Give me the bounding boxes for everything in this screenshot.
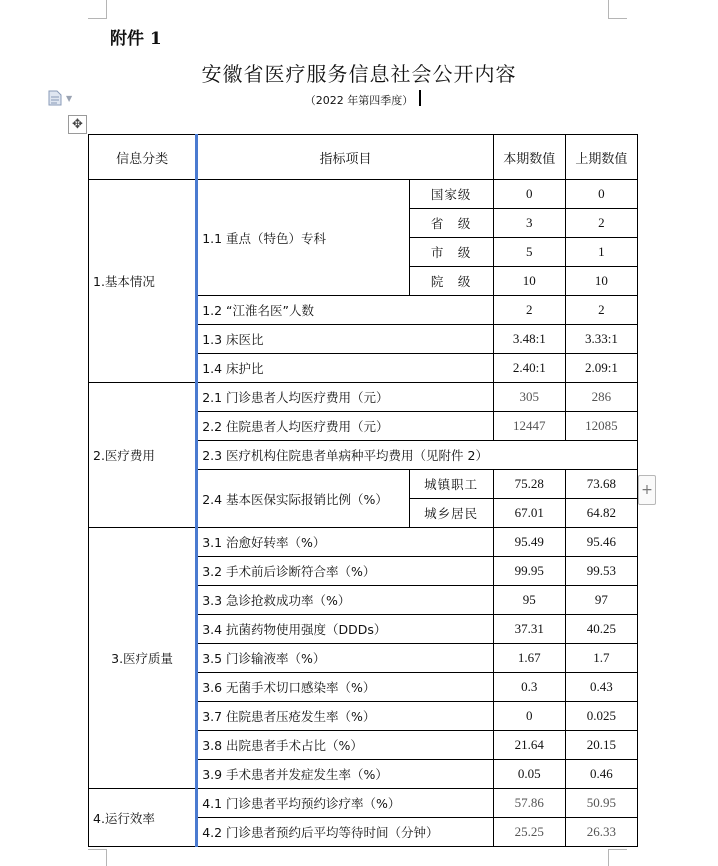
current-value: 0 (493, 702, 565, 731)
current-value: 5 (493, 238, 565, 267)
crop-mark-top-left (88, 0, 107, 19)
sub-label: 院 级 (409, 267, 493, 296)
current-value: 57.86 (493, 789, 565, 818)
current-value: 2 (493, 296, 565, 325)
indicator-label: 3.1 治愈好转率（%） (197, 528, 494, 557)
sub-label: 国家级 (409, 180, 493, 209)
previous-value: 2 (565, 296, 637, 325)
indicator-label: 1.4 床护比 (197, 354, 494, 383)
previous-value: 20.15 (565, 731, 637, 760)
sub-label: 市 级 (409, 238, 493, 267)
previous-value: 26.33 (565, 818, 637, 847)
text-cursor (419, 90, 421, 106)
current-value: 10 (493, 267, 565, 296)
category-basic: 1.基本情况 (89, 180, 197, 383)
crop-mark-bottom-left (88, 849, 107, 866)
category-cost: 2.医疗费用 (89, 383, 197, 528)
current-value: 0 (493, 180, 565, 209)
indicator-label: 4.2 门诊患者预约后平均等待时间（分钟） (197, 818, 494, 847)
current-value: 0.3 (493, 673, 565, 702)
indicator-label: 3.2 手术前后诊断符合率（%） (197, 557, 494, 586)
previous-value: 1 (565, 238, 637, 267)
paragraph-options-icon[interactable] (48, 90, 62, 106)
current-value: 305 (493, 383, 565, 412)
indicator-label: 2.3 医疗机构住院患者单病种平均费用（见附件 2） (197, 441, 638, 470)
table-row (89, 180, 638, 209)
current-value: 1.67 (493, 644, 565, 673)
sub-label: 城乡居民 (409, 499, 493, 528)
previous-value: 0 (565, 180, 637, 209)
indicator-label: 4.1 门诊患者平均预约诊疗率（%） (197, 789, 494, 818)
previous-value: 50.95 (565, 789, 637, 818)
table-row (89, 789, 638, 818)
previous-value: 1.7 (565, 644, 637, 673)
current-value: 3 (493, 209, 565, 238)
indicator-label: 3.8 出院患者手术占比（%） (197, 731, 494, 760)
previous-value: 0.46 (565, 760, 637, 789)
previous-value: 95.46 (565, 528, 637, 557)
previous-value: 97 (565, 586, 637, 615)
current-value: 21.64 (493, 731, 565, 760)
sub-label: 省 级 (409, 209, 493, 238)
current-value: 37.31 (493, 615, 565, 644)
current-value: 67.01 (493, 499, 565, 528)
header-category: 信息分类 (89, 135, 197, 180)
indicator-label: 1.3 床医比 (197, 325, 494, 354)
current-value: 3.48:1 (493, 325, 565, 354)
table-header-row (89, 135, 638, 180)
current-value: 25.25 (493, 818, 565, 847)
current-value: 95 (493, 586, 565, 615)
indicator-label: 3.4 抗菌药物使用强度（DDDs） (197, 615, 494, 644)
chevron-down-icon[interactable]: ▼ (66, 94, 73, 103)
indicator-label: 1.1 重点（特色）专科 (197, 180, 409, 296)
sub-label: 城镇职工 (409, 470, 493, 499)
indicator-label: 2.4 基本医保实际报销比例（%） (197, 470, 409, 528)
indicator-label: 1.2 “江淮名医”人数 (197, 296, 494, 325)
indicator-label: 2.1 门诊患者人均医疗费用（元） (197, 383, 494, 412)
current-value: 99.95 (493, 557, 565, 586)
disclosure-table (88, 134, 638, 847)
previous-value: 0.43 (565, 673, 637, 702)
header-indicator: 指标项目 (197, 135, 494, 180)
previous-value: 64.82 (565, 499, 637, 528)
previous-value: 12085 (565, 412, 637, 441)
header-current: 本期数值 (493, 135, 565, 180)
current-value: 95.49 (493, 528, 565, 557)
previous-value: 10 (565, 267, 637, 296)
category-efficiency: 4.运行效率 (89, 789, 197, 847)
crop-mark-top-right (608, 0, 627, 19)
previous-value: 2 (565, 209, 637, 238)
category-quality: 3.医疗质量 (89, 528, 197, 789)
current-value: 0.05 (493, 760, 565, 789)
indicator-label: 3.5 门诊输液率（%） (197, 644, 494, 673)
document-subtitle: （2022 年第四季度） (304, 94, 414, 107)
header-previous: 上期数值 (565, 135, 637, 180)
previous-value: 286 (565, 383, 637, 412)
indicator-label: 3.7 住院患者压疮发生率（%） (197, 702, 494, 731)
current-value: 2.40:1 (493, 354, 565, 383)
indicator-label: 3.3 急诊抢救成功率（%） (197, 586, 494, 615)
table-row (89, 383, 638, 412)
previous-value: 40.25 (565, 615, 637, 644)
previous-value: 2.09:1 (565, 354, 637, 383)
previous-value: 3.33:1 (565, 325, 637, 354)
current-value: 75.28 (493, 470, 565, 499)
indicator-label: 2.2 住院患者人均医疗费用（元） (197, 412, 494, 441)
table-row (89, 528, 638, 557)
indicator-label: 3.9 手术患者并发症发生率（%） (197, 760, 494, 789)
document-title: 安徽省医疗服务信息社会公开内容 (201, 62, 517, 86)
crop-mark-bottom-right (608, 849, 627, 866)
current-value: 12447 (493, 412, 565, 441)
previous-value: 73.68 (565, 470, 637, 499)
previous-value: 0.025 (565, 702, 637, 731)
add-column-icon[interactable]: + (638, 475, 656, 505)
indicator-label: 3.6 无菌手术切口感染率（%） (197, 673, 494, 702)
previous-value: 99.53 (565, 557, 637, 586)
attachment-label: 附件 1 (110, 29, 162, 49)
table-move-handle-icon[interactable]: ✥ (68, 115, 87, 134)
